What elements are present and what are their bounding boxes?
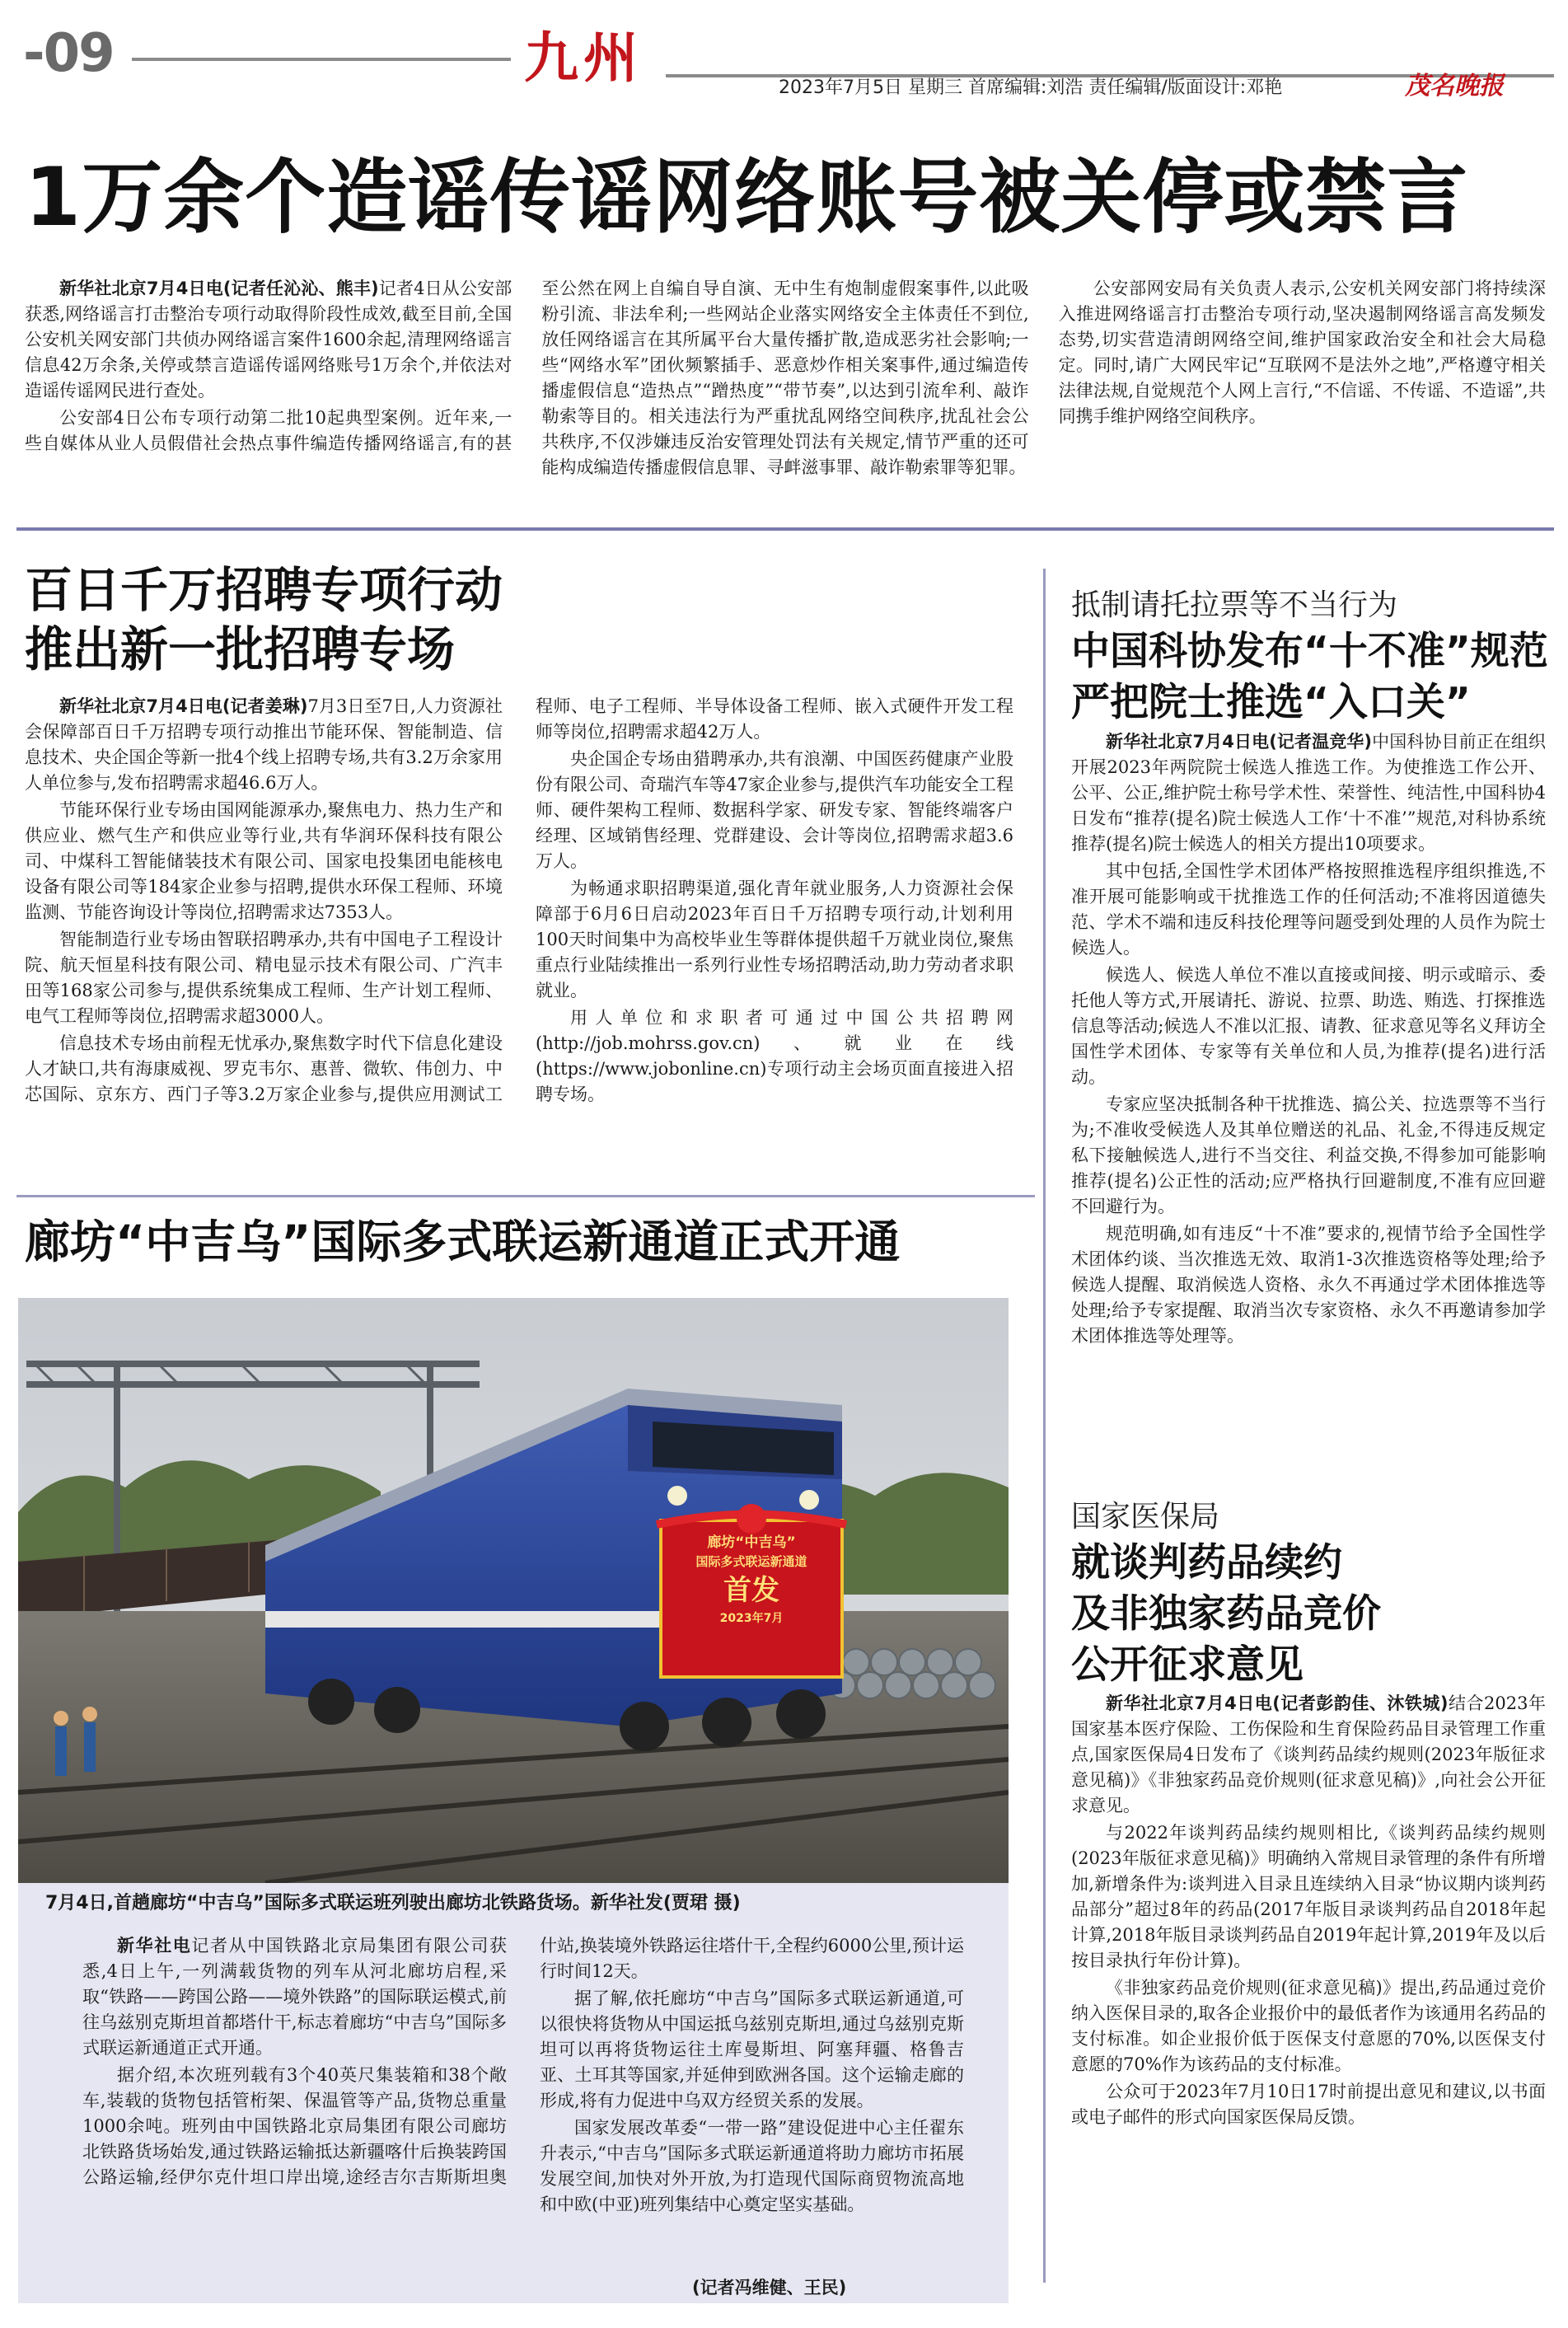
article5-paragraph: 据了解,依托廊坊“中吉乌”国际多式联运新通道,可以很快将货物从中国运抵乌兹别克斯坦,通过乌兹别克斯坦可以再将货物运往土库曼斯坦、阿塞拜疆、格鲁吉亚、土耳其等国家,并延伸到欧洲各国。这个运输走廊的形成,将有力促进中乌双方经贸关系的发展。 bbox=[540, 1988, 964, 2110]
photo-caption: 7月4日,首趟廊坊“中吉乌”国际多式联运班列驶出廊坊北铁路货场。新华社发(贾珺 摄) bbox=[45, 1893, 741, 1913]
article1-paragraph: 公安部网安局有关负责人表示,公安机关网安部门将持续深入推进网络谣言打击整治专项行动,坚决遏制网络谣言高发频发态势,切实营造清朗网络空间,维护国家政治安全和社会大局稳定。同时,请广大网民牢记“互联网不是法外之地”,严格遵守相关法律法规,自觉规范个人网上言行,“不信谣、不传谣、不造谣”,共同携手维护网络空间秩序。 bbox=[1058, 279, 1546, 426]
article4-paragraph: 公众可于2023年7月10日17时前提出意见和建议,以书面或电子邮件的形式向国家医保局反馈。 bbox=[1071, 2082, 1546, 2127]
column-divider bbox=[1043, 569, 1046, 2283]
article2-body bbox=[25, 694, 1013, 1155]
article3-paragraph: 专家应坚决抵制各种干扰推选、搞公关、拉选票等不当行为;不准收受候选人及其单位赠送的礼品、礼金,不得违反规定私下接触候选人,进行不当交往、利益交换,不得参加可能影响推荐(提名)公正性的活动;应严格执行回避制度,不准有应回避不回避行为。 bbox=[1071, 1094, 1546, 1216]
article4-paragraph: 《非独家药品竞价规则(征求意见稿)》提出,药品通过竞价纳入医保目录的,取各企业报价中的最低者作为该通用名药品的支付标准。如企业报价低于医保支付意愿的70%,以医保支付意愿的70%作为该药品的支付标准。 bbox=[1071, 1978, 1546, 2074]
train-photo-illustration bbox=[18, 1298, 1009, 1883]
rule-under-article1 bbox=[16, 527, 1554, 531]
article4-paragraph: 新华社北京7月4日电(记者彭韵佳、沐铁城)结合2023年国家基本医疗保险、工伤保险和生育保险药品目录管理工作重点,国家医保局4日发布了《谈判药品续约规则(2023年版征求意见稿)》《非独家药品竞价规则(征求意见稿)》,向社会公开征求意见。 bbox=[1071, 1693, 1546, 1815]
article2-paragraph: 节能环保行业专场由国网能源承办,聚焦电力、热力生产和供应业、燃气生产和供应业等行业,共有华润环保科技有限公司、中煤科工智能储装技术有限公司、国家电投集团电能核电设备有限公司等184家企业参与招聘,提供水环保工程师、环境监测、节能咨询设计等岗位,招聘需求达7353人。 bbox=[25, 800, 503, 922]
section-label: 九州 bbox=[524, 26, 643, 90]
article2-paragraph: 央企国企专场由猎聘承办,共有浪潮、中国医药健康产业股份有限公司、奇瑞汽车等47家企业参与,提供汽车功能安全工程师、硬件架构工程师、数据科学家、研发专家、智能终端客户经理、区域销售经理、党群建设、会计等岗位,招聘需求超3.6万人。 bbox=[536, 749, 1013, 871]
rule-above-article5 bbox=[16, 1195, 1035, 1197]
article1-paragraph: 新华社北京7月4日电(记者任沁沁、熊丰)记者4日从公安部获悉,网络谣言打击整治专项行动取得阶段性成效,截至目前,全国公安机关网安部门共侦办网络谣言案件1600余起,清理网络谣言信息42万余条,关停或禁言造谣传谣网络账号1万余个,并依法对造谣传谣网民进行查处。 bbox=[25, 279, 513, 400]
article2-paragraph: 用人单位和求职者可通过中国公共招聘网(http://job.mohrss.gov.cn)、就业在线(https://www.jobonline.cn)专项行动主会场页面直接进入招聘专场。 bbox=[536, 1008, 1013, 1104]
article5-paragraph: 国家发展改革委“一带一路”建设促进中心主任翟东升表示,“中吉乌”国际多式联运新通道将助力廊坊市拓展发展空间,加快对外开放,为打造现代国际商贸物流高地和中欧(中亚)班列集结中心奠定坚实基础。 bbox=[540, 2118, 964, 2214]
article3-kicker: 抵制请托拉票等不当行为 bbox=[1071, 588, 1398, 622]
train-photo bbox=[18, 1298, 1009, 1883]
article2-headline: 百日千万招聘专项行动 推出新一批招聘专场 bbox=[25, 562, 503, 677]
train-banner: 廊坊“中吉乌” 国际多式联运新通道 首发 2023年7月 bbox=[695, 1534, 807, 1625]
article4-body bbox=[1071, 1691, 1546, 2309]
article3-paragraph: 规范明确,如有违反“十不准”要求的,视情节给予全国性学术团体约谈、当次推选无效、取消1-3次推选资格等处理;给予候选人提醒、取消候选人资格、永久不再通过学术团体推选等处理;给予专家提醒、取消当次专家资格、永久不再邀请参加学术团体推选等处理等。 bbox=[1071, 1224, 1546, 1346]
article5-paragraph: 据介绍,本次班列载有3个40英尺集装箱和38个敞车,装载的货物包括管桁架、保温管等产品,货物总重量1000余吨。班列由中国铁路北京局集团有限公司廊坊北铁路货场始发,通过铁路运输抵达新疆喀什后换装跨国公路运输,经伊尔克什坦口岸出境,途经吉尔吉斯斯坦奥什站,换装境外铁路运往塔什干,全程约6000公里,预计运行时间12天。 bbox=[82, 1936, 964, 2187]
article2-paragraph: 智能制造行业专场由智联招聘承办,共有中国电子工程设计院、航天恒星科技有限公司、精电显示技术有限公司、广汽丰田等168家公司参与,提供系统集成工程师、生产计划工程师、电气工程师等岗位,招聘需求超3000人。 bbox=[25, 930, 503, 1026]
article5-paragraph: 新华社电记者从中国铁路北京局集团有限公司获悉,4日上午,一列满载货物的列车从河北廊坊启程,采取“铁路——跨国公路——境外铁路”的国际联运模式,前往乌兹别克斯坦首都塔什干,标志着廊坊“中吉乌”国际多式联运新通道正式开通。 bbox=[82, 1936, 508, 2058]
article3-body bbox=[1071, 729, 1546, 1413]
article4-headline: 就谈判药品续约 及非独家药品竞价 公开征求意见 bbox=[1071, 1540, 1381, 1688]
article2-paragraph: 信息技术专场由前程无忧承办,聚焦数字时代下信息化建设人才缺口,共有海康威视、罗克韦尔、惠普、微软、伟创力、中芯国际、京东方、西门子等3.2万家企业参与,提供应用测试工程师、电子工程师、半导体设备工程师、嵌入式硬件开发工程师等岗位,招聘需求超42万人。 bbox=[25, 696, 1013, 1104]
article3-headline: 中国科协发布“十不准”规范 严把院士推选“入口关” bbox=[1071, 629, 1548, 725]
article5-headline: 廊坊“中吉乌”国际多式联运新通道正式开通 bbox=[25, 1216, 901, 1268]
article5-byline: (记者冯维健、王民) bbox=[692, 2278, 847, 2298]
article5-body bbox=[82, 1933, 964, 2279]
article1-headline: 1万余个造谣传谣网络账号被关停或禁言 bbox=[25, 151, 1469, 245]
paper-logo: 茂名晚报 bbox=[1405, 72, 1504, 101]
article3-paragraph: 新华社北京7月4日电(记者温竞华)中国科协目前正在组织开展2023年两院院士候选人推选工作。为使推选工作公开、公平、公正,维护院士称号学术性、荣誉性、纯洁性,中国科协4日发布“推荐(提名)院士候选人工作‘十不准’”规范,对科协系统推荐(提名)院士候选人的相关方提出10项要求。 bbox=[1071, 732, 1546, 854]
article3-paragraph: 其中包括,全国性学术团体严格按照推选程序组织推选,不准开展可能影响或干扰推选工作的任何活动;不准将因道德失范、学术不端和违反科技伦理等问题受到处理的人员作为院士候选人。 bbox=[1071, 861, 1546, 958]
article4-kicker: 国家医保局 bbox=[1071, 1500, 1220, 1534]
article1-paragraph: 公安部4日公布专项行动第二批10起典型案例。近年来,一些自媒体从业人员假借社会热点事件编造传播网络谣言,有的甚至公然在网上自编自导自演、无中生有炮制虚假案事件,以此吸粉引流、非法牟利;一些网站企业落实网络安全主体责任不到位,放任网络谣言在其所属平台大量传播扩散,造成恶劣社会影响;一些“网络水军”团伙频繁插手、恶意炒作相关案事件,通过编造传播虚假信息“造热点”“蹭热度”“带节奏”,以达到引流牟利、敲诈勒索等目的。相关违法行为严重扰乱网络空间秩序,扰乱社会公共秩序,不仅涉嫌违反治安管理处罚法有关规定,情节严重的还可能构成编造传播虚假信息罪、寻衅滋事罪、敲诈勒索罪等犯罪。 bbox=[25, 279, 1029, 477]
article4-paragraph: 与2022年谈判药品续约规则相比,《谈判药品续约规则(2023年版征求意见稿)》明确纳入常规目录管理的条件有所增加,新增条件为:谈判进入目录且连续纳入目录“协议期内谈判药品部分”超过8年的药品(2017年版目录谈判药品自2018年起计算,2018年版目录谈判药品自2019年起计算,2019年及以后按目录执行年份计算)。 bbox=[1071, 1823, 1546, 1970]
masthead-rule-left bbox=[132, 58, 511, 61]
masthead-dateline: 2023年7月5日 星期三 首席编辑:刘浩 责任编辑/版面设计:邓艳 bbox=[779, 77, 1283, 98]
article2-paragraph: 为畅通求职招聘渠道,强化青年就业服务,人力资源社会保障部于6月6日启动2023年百日千万招聘专项行动,计划利用100天时间集中为高校毕业生等群体提供超千万就业岗位,聚焦重点行业陆续推出一系列行业性专场招聘活动,助力劳动者求职就业。 bbox=[536, 878, 1013, 1000]
page-number: -09 bbox=[23, 23, 114, 84]
article3-paragraph: 候选人、候选人单位不准以直接或间接、明示或暗示、委托他人等方式,开展请托、游说、拉票、助选、贿选、打探推选信息等活动;候选人不准以汇报、请教、征求意见等名义拜访全国性学术团体、专家等有关单位和人员,为推荐(提名)进行活动。 bbox=[1071, 965, 1546, 1087]
article2-paragraph: 新华社北京7月4日电(记者姜琳)7月3日至7日,人力资源社会保障部百日千万招聘专项行动推出节能环保、智能制造、信息技术、央企国企等新一批4个线上招聘专场,共有3.2万余家用人单位参与,发布招聘需求超46.6万人。 bbox=[25, 696, 503, 793]
article1-body bbox=[25, 276, 1546, 515]
